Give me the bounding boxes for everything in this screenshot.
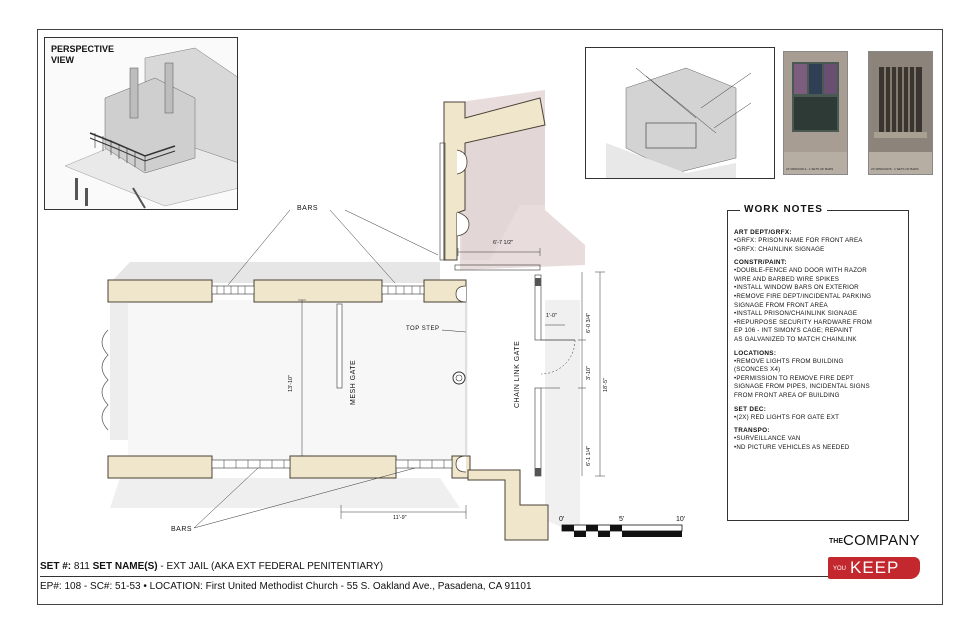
notes-body-setdec: •(2X) RED LIGHTS FOR GATE EXT [734, 413, 840, 421]
label-chain-link-gate: CHAIN LINK GATE [514, 340, 521, 408]
dim-6-0: 6'-0 3/4" [586, 312, 592, 333]
photo-caption-left: 2X WINDOW A - 1 SETS OF BARS [786, 167, 834, 171]
dim-1-0: 1'-0" [546, 313, 557, 319]
footer-divider [40, 576, 860, 577]
work-notes-title: WORK NOTES [740, 204, 827, 215]
notes-heading-setdec: SET DEC: [734, 405, 767, 413]
episode-location-line: EP#: 108 - SC#: 51-53 • LOCATION: First United Methodist Church - 55 S. Oakland Ave., Pasadena, CA 91101 [40, 581, 532, 592]
work-notes-panel [727, 204, 909, 521]
dim-13-10: 13'-10" [288, 374, 294, 392]
dim-6-1: 6'-1 1/4" [586, 445, 592, 466]
label-bars-top: BARS [297, 205, 319, 212]
notes-heading-art: ART DEPT/GRFX: [734, 229, 792, 236]
perspective-title: PERSPECTIVE VIEW [51, 44, 115, 65]
scale-0: 0' [559, 516, 565, 523]
dim-3-10: 3'-10" [586, 365, 592, 380]
notes-body-locations: •REMOVE LIGHTS FROM BUILDING (SCONCES X4) •PERMISSION TO REMOVE FIRE DEPT SIGNAGE FROM PIPES, INCIDENTAL SIGNS FROM FRONT AREA OF BUILDING [734, 357, 870, 399]
label-mesh-gate: MESH GATE [350, 359, 357, 405]
label-top-step: TOP STEP [406, 326, 440, 332]
dim-18-5: 18'-5" [603, 377, 609, 392]
label-bars-bottom: BARS [171, 526, 193, 533]
logo-company: COMPANY [843, 532, 920, 549]
set-names: - EXT JAIL (AKA EXT FEDERAL PENITENTIARY) [160, 561, 384, 572]
notes-heading-constr: CONSTR/PAINT: [734, 259, 787, 267]
logo-you: YOU [833, 566, 847, 572]
logo-the: THE [829, 538, 843, 545]
set-info-line [40, 558, 860, 575]
dim-6-7: 6'-7 1/2" [493, 240, 514, 246]
photo-caption-right: 2X WINDOW B - 1 SETS OF BARS [871, 167, 919, 171]
set-label: SET #: [40, 561, 72, 572]
notes-heading-transpo: TRANSPO: [734, 427, 770, 435]
set-number: 811 [73, 561, 90, 572]
logo-keep: KEEP [850, 558, 900, 577]
notes-body-constr: •DOUBLE-FENCE AND DOOR WITH RAZOR WIRE AND BARBED WIRE SPIKES •INSTALL WINDOW BARS ON EXTERIOR •REMOVE FIRE DEPT/INCIDENTAL PARKING SIGNAGE FROM FRONT AREA •INSTALL PRISON/CHAINLINK SIGNAGE •REPURPOSE SECURITY HARDWARE FROM EP 106 - INT SIMON'S CAGE; REPAINT AS GALVANIZED TO MATCH CHAINLINK [734, 267, 873, 343]
scale-10: 10' [676, 516, 686, 523]
dim-11-9: 11'-9" [393, 515, 407, 521]
scale-bar [562, 525, 682, 537]
notes-body-art: •GRFX: PRISON NAME FOR FRONT AREA •GRFX: CHAINLINK SIGNAGE [734, 237, 863, 253]
notes-body-transpo: •SURVEILLANCE VAN •ND PICTURE VEHICLES AS NEEDED [734, 435, 850, 451]
scale-5: 5' [619, 516, 625, 523]
set-names-label: SET NAME(S) [92, 561, 158, 572]
notes-heading-locations: LOCATIONS: [734, 349, 777, 357]
